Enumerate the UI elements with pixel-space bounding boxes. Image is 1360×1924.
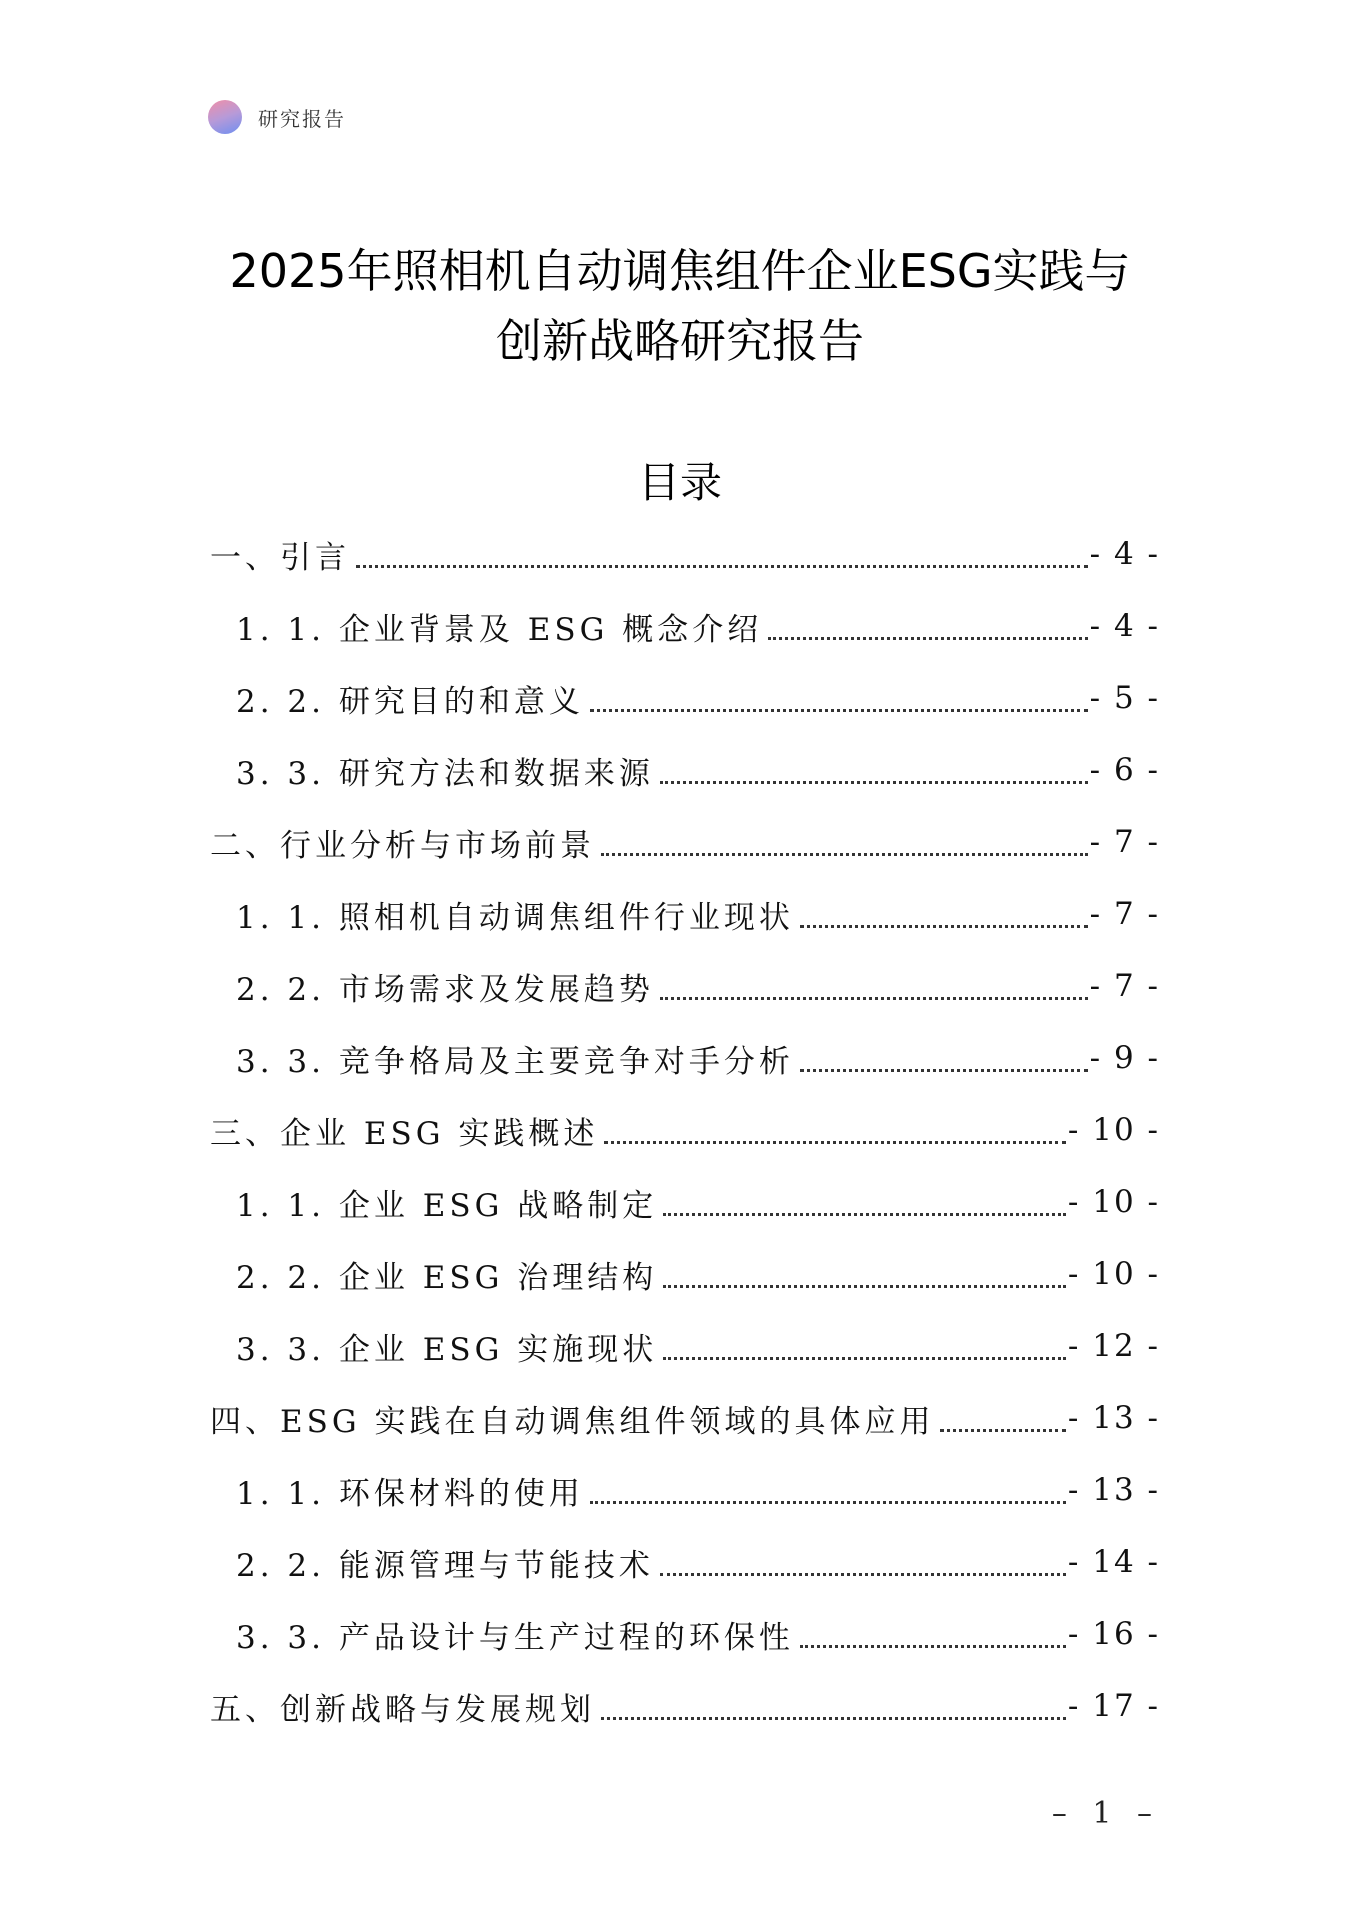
document-title — [160, 236, 1200, 376]
toc-entry-page: - 13 - — [1067, 1400, 1160, 1436]
toc-entry[interactable] — [210, 950, 1160, 1022]
header-label: 研究报告 — [258, 106, 346, 131]
toc-entry-label: 1. 1. 环保材料的使用 — [236, 1475, 584, 1512]
toc-entry-page: - 5 - — [1089, 680, 1160, 716]
toc-entry-label: 五、创新战略与发展规划 — [210, 1691, 595, 1728]
title-line-1: 2025年照相机自动调焦组件企业ESG实践与 — [229, 244, 1131, 298]
toc-entry-label: 三、企业 ESG 实践概述 — [210, 1115, 599, 1152]
toc-entry-page: - 4 - — [1089, 536, 1160, 572]
toc-entry-label: 2. 2. 研究目的和意义 — [236, 683, 584, 720]
toc-entry-label: 3. 3. 研究方法和数据来源 — [236, 755, 654, 792]
toc-entry-page: - 7 - — [1089, 824, 1160, 860]
page-number: – 1 – — [1051, 1796, 1160, 1831]
toc-entry-label: 1. 1. 企业背景及 ESG 概念介绍 — [236, 611, 763, 648]
table-of-contents — [210, 518, 1160, 1742]
toc-entry-page: - 10 - — [1067, 1112, 1160, 1148]
toc-entry-page: - 14 - — [1067, 1544, 1160, 1580]
page-header — [208, 100, 346, 134]
toc-entry-label: 3. 3. 竞争格局及主要竞争对手分析 — [236, 1043, 794, 1080]
toc-entry[interactable] — [210, 1382, 1160, 1454]
toc-entry-label: 四、ESG 实践在自动调焦组件领域的具体应用 — [210, 1403, 935, 1440]
toc-entry[interactable] — [210, 1166, 1160, 1238]
toc-dot-leader — [601, 1717, 1066, 1720]
toc-dot-leader — [356, 565, 1088, 568]
toc-entry[interactable] — [210, 1670, 1160, 1742]
toc-entry-label: 二、行业分析与市场前景 — [210, 827, 595, 864]
toc-entry-page: - 16 - — [1067, 1616, 1160, 1652]
toc-dot-leader — [660, 781, 1088, 784]
toc-entry-page: - 6 - — [1089, 752, 1160, 788]
toc-entry-page: - 13 - — [1067, 1472, 1160, 1508]
toc-dot-leader — [768, 637, 1087, 640]
toc-entry[interactable] — [210, 1022, 1160, 1094]
toc-entry-label: 2. 2. 能源管理与节能技术 — [236, 1547, 654, 1584]
toc-entry-page: - 17 - — [1067, 1688, 1160, 1724]
toc-entry-label: 2. 2. 企业 ESG 治理结构 — [236, 1259, 658, 1296]
toc-entry[interactable] — [210, 1238, 1160, 1310]
toc-entry-label: 3. 3. 企业 ESG 实施现状 — [236, 1331, 658, 1368]
toc-dot-leader — [590, 1501, 1066, 1504]
toc-entry-page: - 7 - — [1089, 968, 1160, 1004]
title-line-2: 创新战略研究报告 — [496, 314, 864, 368]
toc-entry-page: - 10 - — [1067, 1256, 1160, 1292]
toc-dot-leader — [590, 709, 1088, 712]
toc-dot-leader — [663, 1357, 1066, 1360]
toc-entry[interactable] — [210, 1454, 1160, 1526]
toc-entry-page: - 4 - — [1089, 608, 1160, 644]
toc-dot-leader — [601, 853, 1088, 856]
toc-entry[interactable] — [210, 662, 1160, 734]
toc-dot-leader — [663, 1213, 1066, 1216]
toc-entry[interactable] — [210, 1310, 1160, 1382]
toc-entry[interactable] — [210, 734, 1160, 806]
toc-dot-leader — [940, 1429, 1065, 1432]
toc-entry[interactable] — [210, 1094, 1160, 1166]
toc-entry-label: 3. 3. 产品设计与生产过程的环保性 — [236, 1619, 794, 1656]
logo-icon — [208, 100, 242, 134]
toc-entry[interactable] — [210, 1526, 1160, 1598]
toc-dot-leader — [663, 1285, 1066, 1288]
toc-entry-page: - 12 - — [1067, 1328, 1160, 1364]
toc-dot-leader — [660, 1573, 1066, 1576]
toc-entry[interactable] — [210, 518, 1160, 590]
toc-entry[interactable] — [210, 806, 1160, 878]
toc-entry-page: - 9 - — [1089, 1040, 1160, 1076]
toc-entry-page: - 10 - — [1067, 1184, 1160, 1220]
toc-entry-label: 2. 2. 市场需求及发展趋势 — [236, 971, 654, 1008]
toc-dot-leader — [604, 1141, 1066, 1144]
toc-entry[interactable] — [210, 1598, 1160, 1670]
toc-entry-label: 一、引言 — [210, 539, 350, 576]
toc-entry-page: - 7 - — [1089, 896, 1160, 932]
toc-dot-leader — [800, 1069, 1088, 1072]
toc-entry[interactable] — [210, 590, 1160, 662]
toc-dot-leader — [660, 997, 1088, 1000]
toc-dot-leader — [800, 925, 1088, 928]
toc-entry-label: 1. 1. 企业 ESG 战略制定 — [236, 1187, 658, 1224]
toc-heading: 目录 — [637, 458, 722, 507]
toc-entry[interactable] — [210, 878, 1160, 950]
toc-entry-label: 1. 1. 照相机自动调焦组件行业现状 — [236, 899, 794, 936]
toc-dot-leader — [800, 1645, 1066, 1648]
